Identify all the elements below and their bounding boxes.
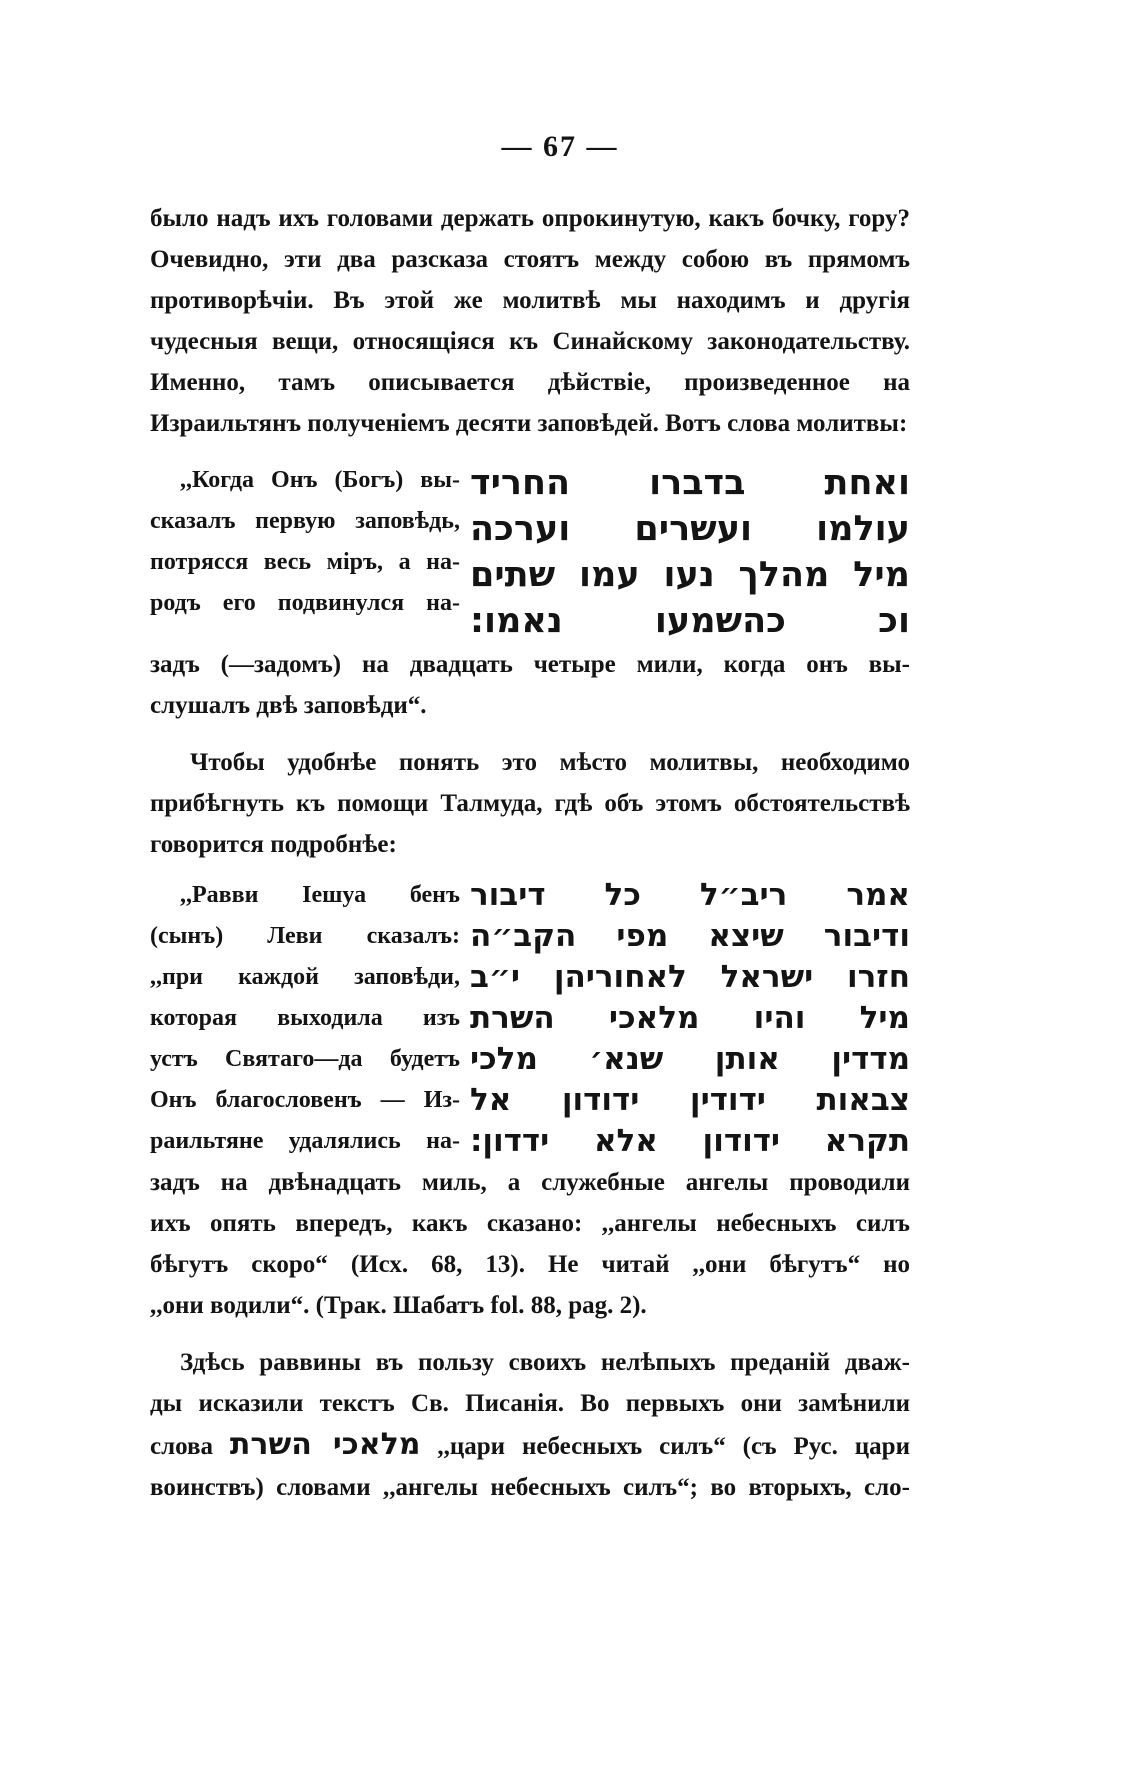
paragraph-3-text: слова: [150, 1433, 214, 1460]
hebrew-line: מיל והיו מלאכי השרת: [470, 1000, 910, 1036]
hebrew-inline: מלאכי השרת: [229, 1427, 421, 1462]
continuation-line: слушалъ двѣ заповѣди“.: [150, 692, 427, 719]
hebrew-line: וכ כהשמעו נאמו:: [470, 601, 910, 641]
continuation-line: ,,они водили“. (Трак. Шабатъ fol. 88, pag. 2).: [150, 1292, 647, 1319]
continuation-line: ихъ опять впередъ, какъ сказано: ,,ангелы небесныхъ силъ: [150, 1210, 910, 1237]
russian-translation: [150, 875, 460, 1162]
hebrew-text: [470, 875, 910, 1162]
translation-line: ,,Равви Іешуа бенъ: [180, 882, 460, 908]
quote-block-prayer: [150, 460, 910, 644]
translation-line: раильтяне удалялись на-: [150, 1128, 460, 1154]
paragraph-1: было надъ ихъ головами держать опрокинутую, какъ бочку, гору? Очевидно, эти два разсказа стоятъ между собою въ прямомъ противорѣчіи. Въ этой же молитвѣ мы находимъ и другія чудесныя вещи, относящіяся къ Синайскому законодательству. Именно, тамъ описывается дѣйствіе, произведенное на Израильтянъ полученіемъ десяти заповѣдей. Вотъ слова молитвы:: [150, 205, 910, 437]
translation-line: устъ Святаго—да будетъ: [150, 1046, 460, 1072]
continuation-line: бѣгутъ скоро“ (Исх. 68, 13). Не читай ,,они бѣгутъ“ но: [150, 1251, 910, 1278]
hebrew-text: [470, 460, 910, 644]
hebrew-line: מדדין אותן שנא׳ מלכי: [470, 1041, 910, 1077]
translation-line: (сынъ) Леви сказалъ:: [150, 923, 460, 949]
quote-block-talmud: [150, 875, 910, 1162]
translation-line: сказалъ первую заповѣдь,: [150, 508, 460, 534]
hebrew-line: עולמו ועשרים וערכה: [470, 509, 910, 549]
translation-line: потрясся весь міръ, а на-: [150, 549, 460, 575]
hebrew-line: תקרא ידודון אלא ידדון:: [470, 1123, 910, 1159]
continuation-line: задъ (—задомъ) на двадцать четыре мили, когда онъ вы-: [150, 651, 910, 678]
hebrew-line: מיל מהלך נעו עמו שתים: [470, 555, 910, 595]
translation-line: ,,Когда Онъ (Богъ) вы-: [180, 467, 460, 493]
paragraph-2: Чтобы удобнѣе понять это мѣсто молитвы, необходимо прибѣгнуть къ помощи Талмуда, гдѣ объ этомъ обстоятельствѣ говорится подробнѣе:: [150, 749, 910, 858]
paragraph-3-text: ,,цари небесныхъ силъ“ (съ Рус. цари: [437, 1433, 910, 1460]
hebrew-line: ואחת בדברו החריד: [470, 463, 910, 503]
hebrew-line: חזרו ישראל לאחוריהן י״ב: [470, 959, 910, 995]
paragraph-3-line: воинствъ) словами ,,ангелы небесныхъ силъ“; во вторыхъ, сло-: [150, 1474, 910, 1501]
hebrew-line: צבאות ידודין ידודון אל: [470, 1082, 910, 1118]
paragraph-3: [150, 1342, 910, 1508]
russian-translation: [150, 460, 460, 624]
paragraph-3-line: [150, 1424, 910, 1467]
translation-line: родъ его подвинулся на-: [150, 590, 460, 616]
book-page: [150, 130, 910, 1508]
translation-line: которая выходила изъ: [150, 1005, 460, 1031]
hebrew-line: אמר ריב״ל כל דיבור: [470, 877, 910, 913]
translation-line: Онъ благословенъ — Из-: [150, 1087, 460, 1113]
paragraph-3-line: ды исказили текстъ Св. Писанія. Во первыхъ они замѣнили: [150, 1390, 910, 1417]
page-number: — 67 —: [501, 130, 619, 163]
translation-line: ,,при каждой заповѣди,: [150, 964, 460, 990]
hebrew-line: ודיבור שיצא מפי הקב״ה: [470, 918, 910, 954]
continuation-line: задъ на двѣнадцать миль, а служебные ангелы проводили: [150, 1169, 910, 1196]
paragraph-3-line: Здѣсь раввины въ пользу своихъ нелѣпыхъ преданій дваж-: [180, 1349, 910, 1376]
